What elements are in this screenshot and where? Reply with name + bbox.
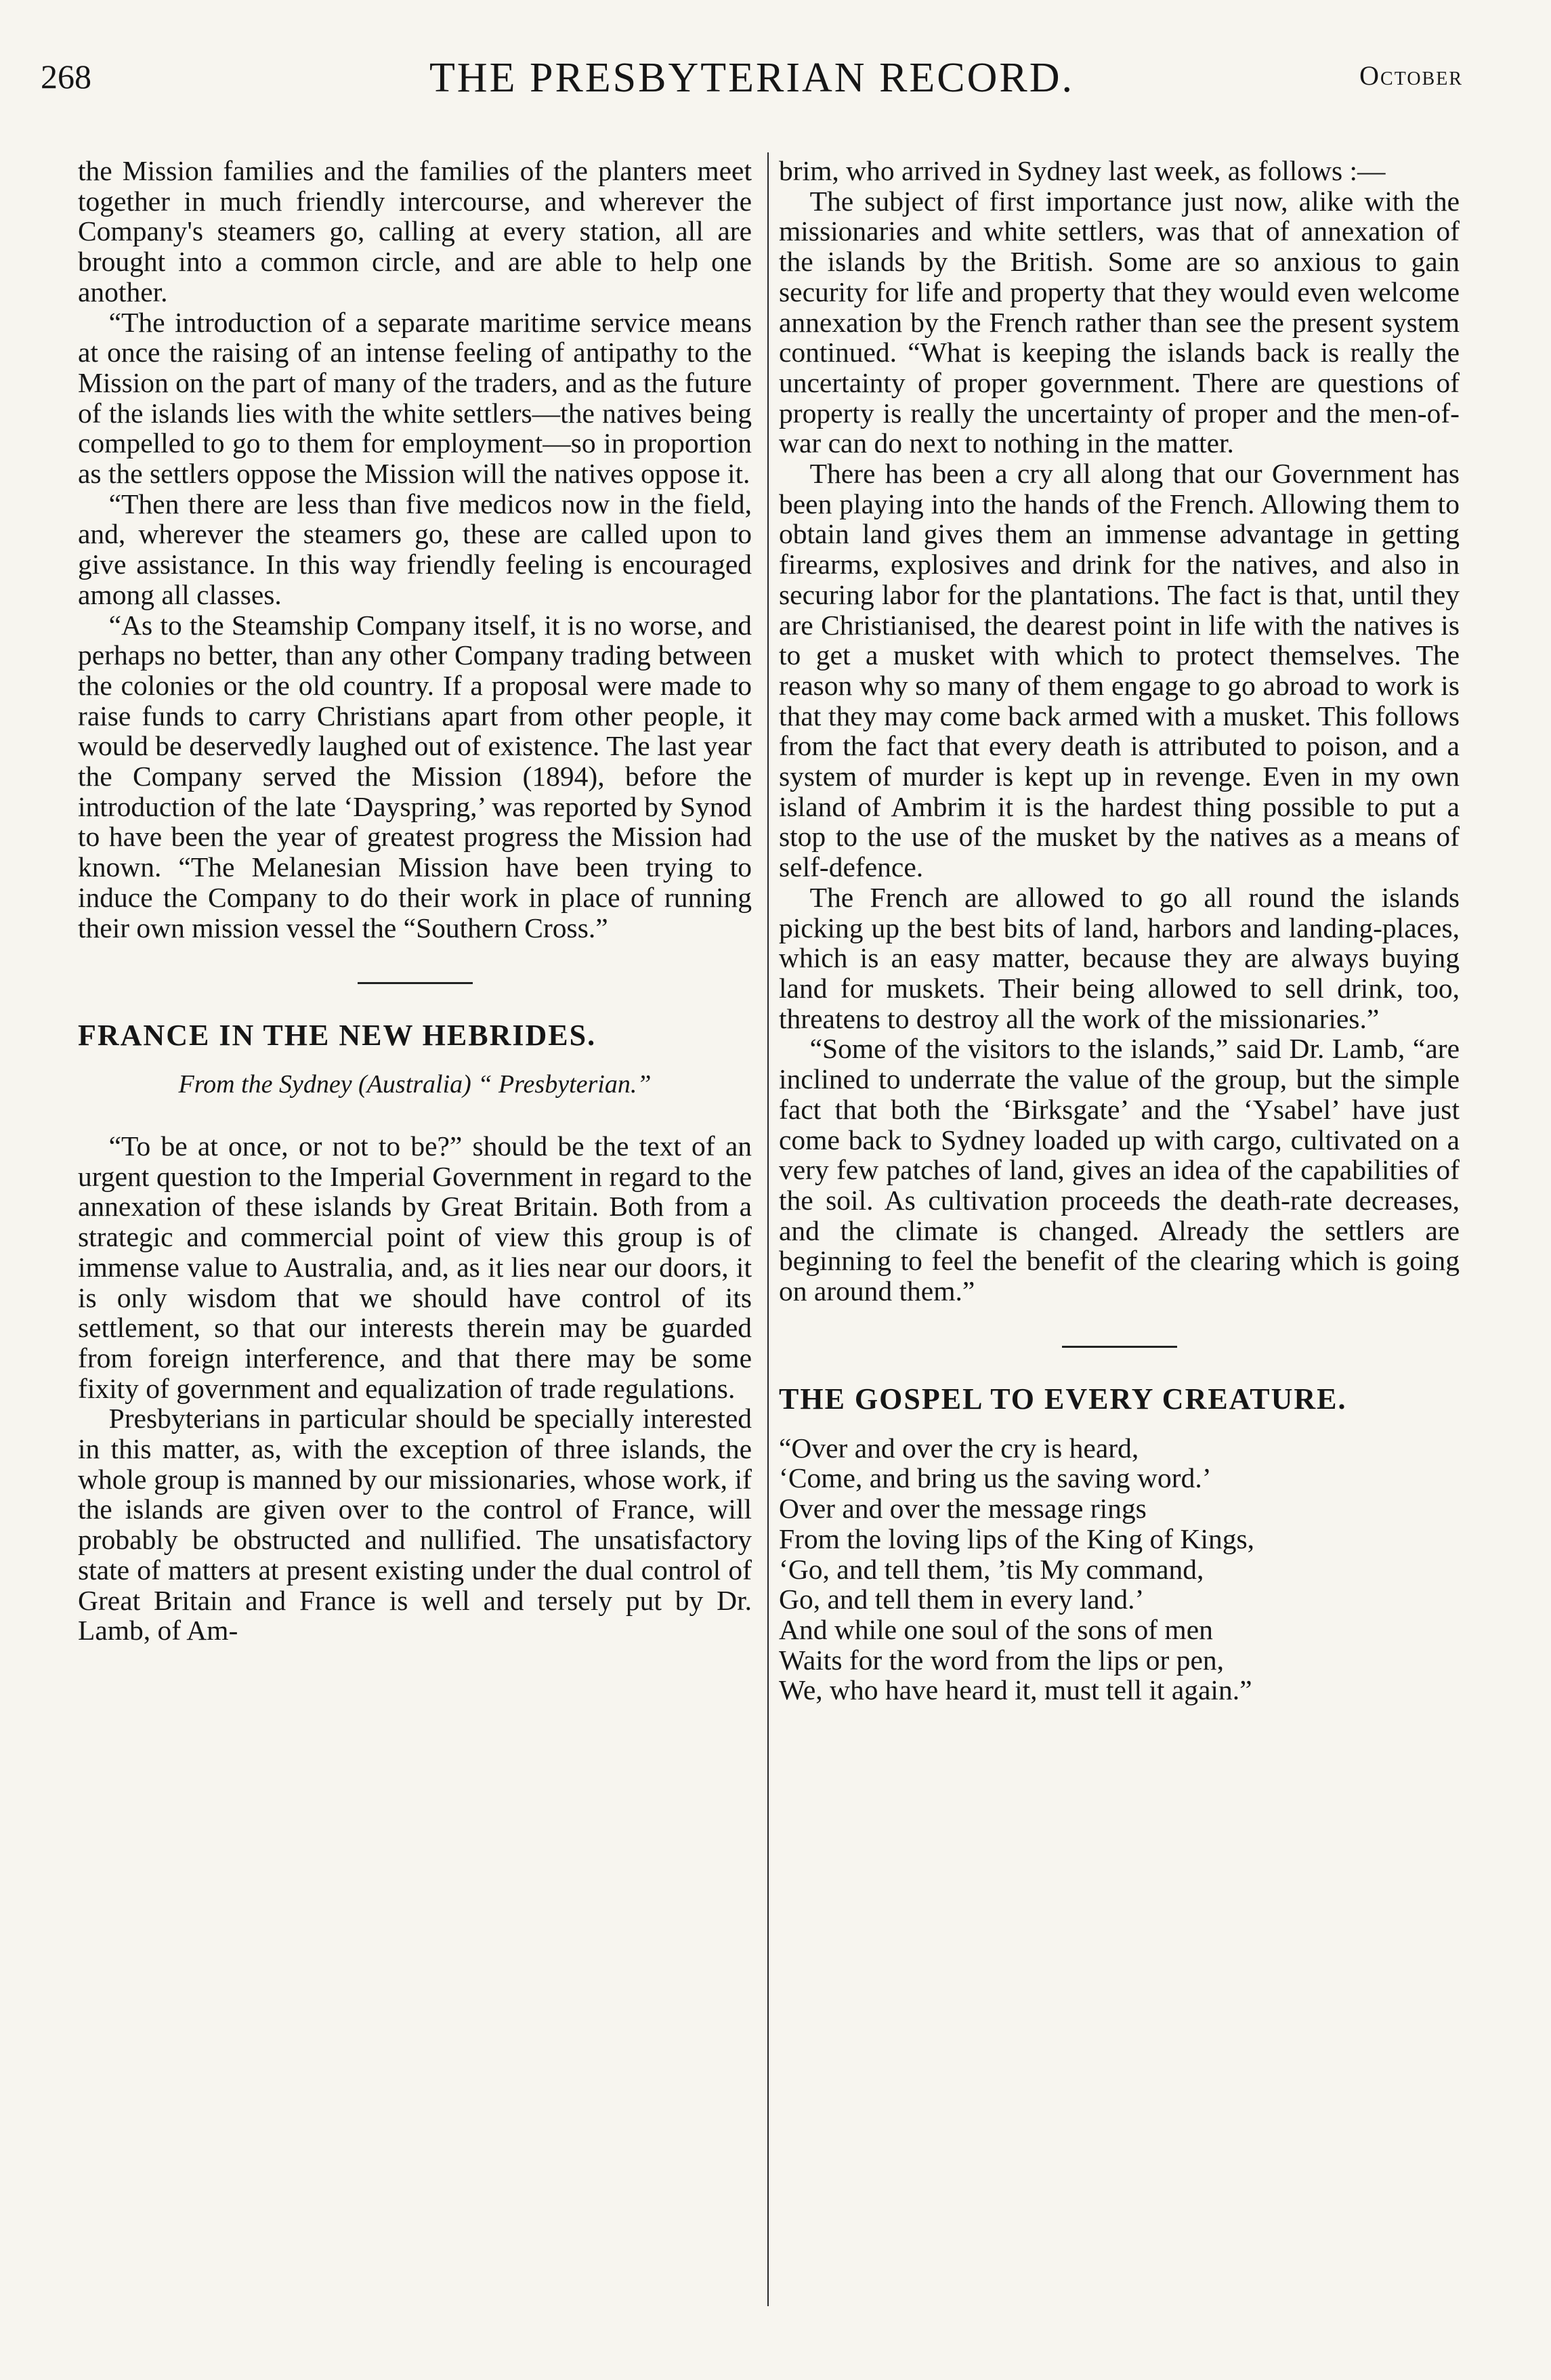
article-title: FRANCE IN THE NEW HEBRIDES.	[78, 1019, 597, 1053]
poem-line: From the loving lips of the King of Kings,	[779, 1523, 1255, 1554]
section-separator	[358, 982, 473, 984]
paragraph: “As to the Steamship Company itself, it is no worse, and perhaps no better, than any other Company trading between the colonies or the old country. If a proposal were made to raise funds to carry Christians apart from other people, it would be deservedly laughed out of existence. The last year the Company served the Mission (1894), before the introduction of the late ‘Dayspring,’ was reported by Synod to have been the year of greatest progress the Mission had known. “The Melanesian Mission have been trying to induce the Company to do their work in place of running their own mission vessel the “Southern Cross.”	[78, 609, 752, 943]
paragraph: The French are allowed to go all round the islands picking up the best bits of land, harbors and landing-places, which is an easy matter, because they are always buying land for muskets. Their being allowed to sell drink, too, threatens to destroy all the work of the missionaries.”	[779, 881, 1460, 1034]
paragraph: Presbyterians in particular should be specially interested in this matter, as, with the exception of three islands, the whole group is manned by our missionaries, whose work, if the islands are given over to the control of France, will probably be obstructed and nullified. The unsatisfactory state of matters at present existing under the dual control of Great Britain and France is well and tersely put by Dr. Lamb, of Am-	[78, 1403, 752, 1646]
poem-line: “Over and over the cry is heard,	[779, 1432, 1139, 1464]
right-column	[779, 156, 1460, 1705]
paragraph: “To be at once, or not to be?” should be the text of an urgent question to the Imperial Government in regard to the annexation of these islands by Great Britain. Both from a strategic and commercial point of view this group is of immense value to Australia, and, as it lies near our doors, it is only wisdom that we should have control of its settlement, so that our interests therein may be guarded from foreign interference, and that there may be some fixity of government and equalization of trade regulations.	[78, 1130, 752, 1404]
paragraph: “Then there are less than five medicos now in the field, and, wherever the steamers go, these are called upon to give assistance. In this way friendly feeling is encouraged among all classes.	[78, 488, 752, 610]
poem-line: Waits for the word from the lips or pen,	[779, 1644, 1225, 1676]
paragraph: brim, who arrived in Sydney last week, as follows :—	[779, 155, 1386, 186]
poem	[779, 1433, 1460, 1705]
paragraph: The subject of first importance just now, alike with the missionaries and white settlers, was that of annexation of the islands by the British. Some are so anxious to gain security for life and property that they would even welcome annexation by the French rather than see the present system continued. “What is keeping the islands back is really the uncertainty of proper government. There are questions of property is really the uncertainty of proper and the men-of-war can do next to nothing in the matter.	[779, 185, 1460, 459]
paragraph: “Some of the visitors to the islands,” said Dr. Lamb, “are inclined to underrate the value of the group, but the simple fact that both the ‘Birksgate’ and the ‘Ysabel’ have just come back to Sydney loaded up with cargo, cultivated on a very few patches of land, gives an idea of the capabilities of the soil. As cultivation proceeds the death-rate decreases, and the climate is changed. Already the settlers are beginning to feel the benefit of the clearing which is going on around them.”	[779, 1033, 1460, 1307]
page-header	[41, 54, 1463, 115]
article-credit: From the Sydney (Australia) “ Presbyterian.”	[178, 1070, 652, 1099]
poem-line: Over and over the message rings	[779, 1493, 1147, 1525]
column-divider	[767, 152, 769, 2306]
poem-line: Go, and tell them in every land.’	[779, 1584, 1145, 1615]
poem-title: THE GOSPEL TO EVERY CREATURE.	[779, 1382, 1347, 1416]
issue-month: October	[1359, 60, 1463, 91]
page-number: 268	[41, 58, 91, 95]
masthead-title: THE PRESBYTERIAN RECORD.	[429, 55, 1075, 101]
poem-line: ‘Go, and tell them, ’tis My command,	[779, 1553, 1204, 1585]
paragraph: “The introduction of a separate maritime service means at once the raising of an intense feeling of antipathy to the Mission on the part of many of the traders, and as the future of the islands lies with the white settlers—the natives being compelled to go to them for employment—so in proportion as the settlers oppose the Mission will the natives oppose it.	[78, 306, 752, 490]
poem-line: We, who have heard it, must tell it again.”	[779, 1674, 1252, 1706]
poem-line: And while one soul of the sons of men	[779, 1613, 1213, 1645]
paragraph: There has been a cry all along that our Government has been playing into the hands of the French. Allowing them to obtain land gives them an immense advantage in getting firearms, explosives and drink for the natives, and also in securing labor for the plantations. The fact is that, until they are Christianised, the dearest point in life with the natives is to get a musket with which to protect themselves. The reason why so many of them engage to go abroad to work is that they may come back armed with a musket. This follows from the fact that every death is attributed to poison, and a system of murder is kept up in revenge. Even in my own island of Ambrim it is the hardest thing possible to put a stop to the use of the musket by the natives as a means of self-defence.	[779, 458, 1460, 883]
section-separator	[1062, 1346, 1177, 1348]
left-column	[78, 156, 752, 1646]
paragraph: the Mission families and the families of the planters meet together in much friendly intercourse, and wherever the Company's steamers go, calling at every station, all are brought into a common circle, and are able to help one another.	[78, 155, 752, 307]
poem-line: ‘Come, and bring us the saving word.’	[779, 1462, 1212, 1494]
